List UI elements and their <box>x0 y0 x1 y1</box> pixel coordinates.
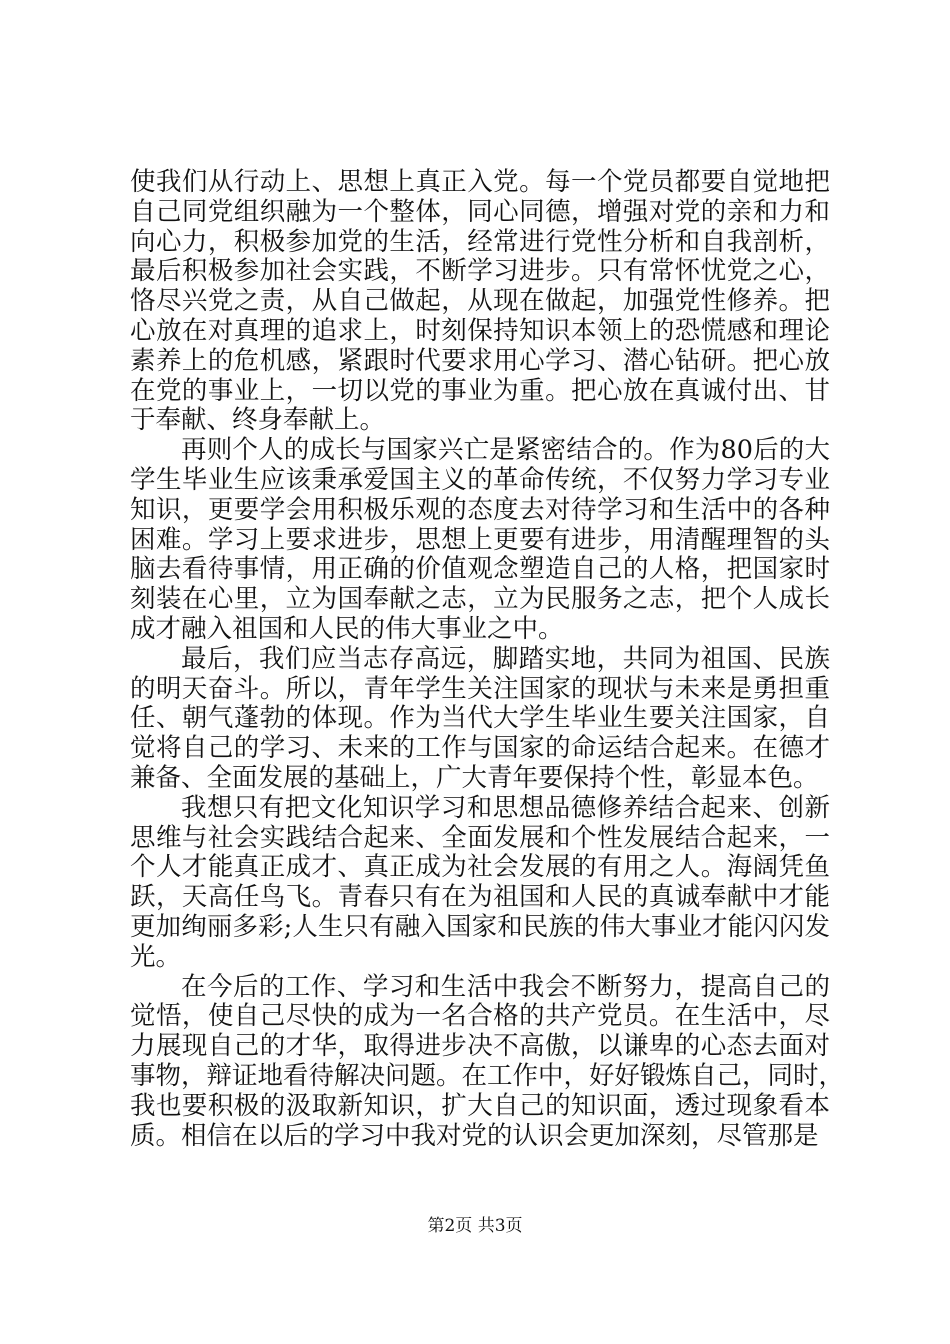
text-line: 最后积极参加社会实践，不断学习进步。只有常怀忧党之心， <box>130 256 830 287</box>
text-line: 自己同党组织融为一个整体，同心同德，增强对党的亲和力和 <box>130 196 830 227</box>
text-line: 在今后的工作、学习和生活中我会不断努力，提高自己的 <box>181 971 830 1002</box>
text-line: 个人才能真正成才、真正成为社会发展的有用之人。海阔凭鱼 <box>130 852 830 883</box>
text-line: 兼备、全面发展的基础上，广大青年要保持个性，彰显本色。 <box>130 762 819 793</box>
document-body <box>130 167 845 1151</box>
text-line: 觉将自己的学习、未来的工作与国家的命运结合起来。在德才 <box>130 733 830 764</box>
paragraph <box>130 645 830 794</box>
text-line: 我也要积极的汲取新知识，扩大自己的知识面，透过现象看本 <box>130 1090 830 1121</box>
text-line: 使我们从行动上、思想上真正入党。每一个党员都要自觉地把 <box>130 167 830 197</box>
text-line: 任、朝气蓬勃的体现。作为当代大学生毕业生要关注国家，自 <box>130 703 830 734</box>
text-line: 质。相信在以后的学习中我对党的认识会更加深刻，尽管那是 <box>130 1120 819 1151</box>
text-line: 最后，我们应当志存高远，脚踏实地，共同为祖国、民族 <box>181 643 830 674</box>
page-footer <box>0 1215 950 1237</box>
text-line: 于奉献、终身奉献上。 <box>130 405 386 436</box>
text-line: 力展现自己的才华，取得进步决不高傲，以谦卑的心态去面对 <box>130 1031 830 1062</box>
text-line: 跃，天高任鸟飞。青春只有在为祖国和人民的真诚奉献中才能 <box>130 882 830 913</box>
text-line: 再则个人的成长与国家兴亡是紧密结合的。作为80后的大 <box>181 435 830 466</box>
text-line: 光。 <box>130 941 182 972</box>
text-line: 学生毕业生应该秉承爱国主义的革命传统，不仅努力学习专业 <box>130 464 830 495</box>
paragraph <box>130 794 830 973</box>
paragraph <box>130 168 830 436</box>
text-line: 事物，辩证地看待解决问题。在工作中，好好锻炼自己，同时， <box>130 1060 845 1091</box>
text-line: 的明天奋斗。所以，青年学生关注国家的现状与未来是勇担重 <box>130 673 830 704</box>
text-line: 知识，更要学会用积极乐观的态度去对待学习和生活中的各种 <box>130 494 830 525</box>
text-line: 思维与社会实践结合起来、全面发展和个性发展结合起来，一 <box>130 822 830 853</box>
text-line: 素养上的危机感，紧跟时代要求用心学习、潜心钻研。把心放 <box>130 345 830 376</box>
text-line: 成才融入祖国和人民的伟大事业之中。 <box>130 613 564 644</box>
text-line: 刻装在心里，立为国奉献之志，立为民服务之志，把个人成长 <box>130 584 830 615</box>
text-line: 脑去看待事情，用正确的价值观念塑造自己的人格，把国家时 <box>130 554 830 585</box>
text-line: 在党的事业上，一切以党的事业为重。把心放在真诚付出、甘 <box>130 375 830 406</box>
text-line: 更加绚丽多彩;人生只有融入国家和民族的伟大事业才能闪闪发 <box>130 911 830 942</box>
text-line: 心放在对真理的追求上，时刻保持知识本领上的恐慌感和理论 <box>130 315 830 346</box>
paragraph-list <box>130 167 845 1151</box>
page-number-label: 第2页 共3页 <box>427 1216 523 1236</box>
text-line: 我想只有把文化知识学习和思想品德修养结合起来、创新 <box>181 792 830 823</box>
paragraph <box>130 436 830 645</box>
paragraph <box>130 971 845 1152</box>
text-line: 向心力，积极参加党的生活，经常进行党性分析和自我剖析， <box>130 226 830 257</box>
text-line: 困难。学习上要求进步，思想上更要有进步，用清醒理智的头 <box>130 524 830 555</box>
text-line: 觉悟，使自己尽快的成为一名合格的共产党员。在生活中，尽 <box>130 1001 830 1032</box>
text-line: 恪尽兴党之责，从自己做起，从现在做起，加强党性修养。把 <box>130 286 830 317</box>
